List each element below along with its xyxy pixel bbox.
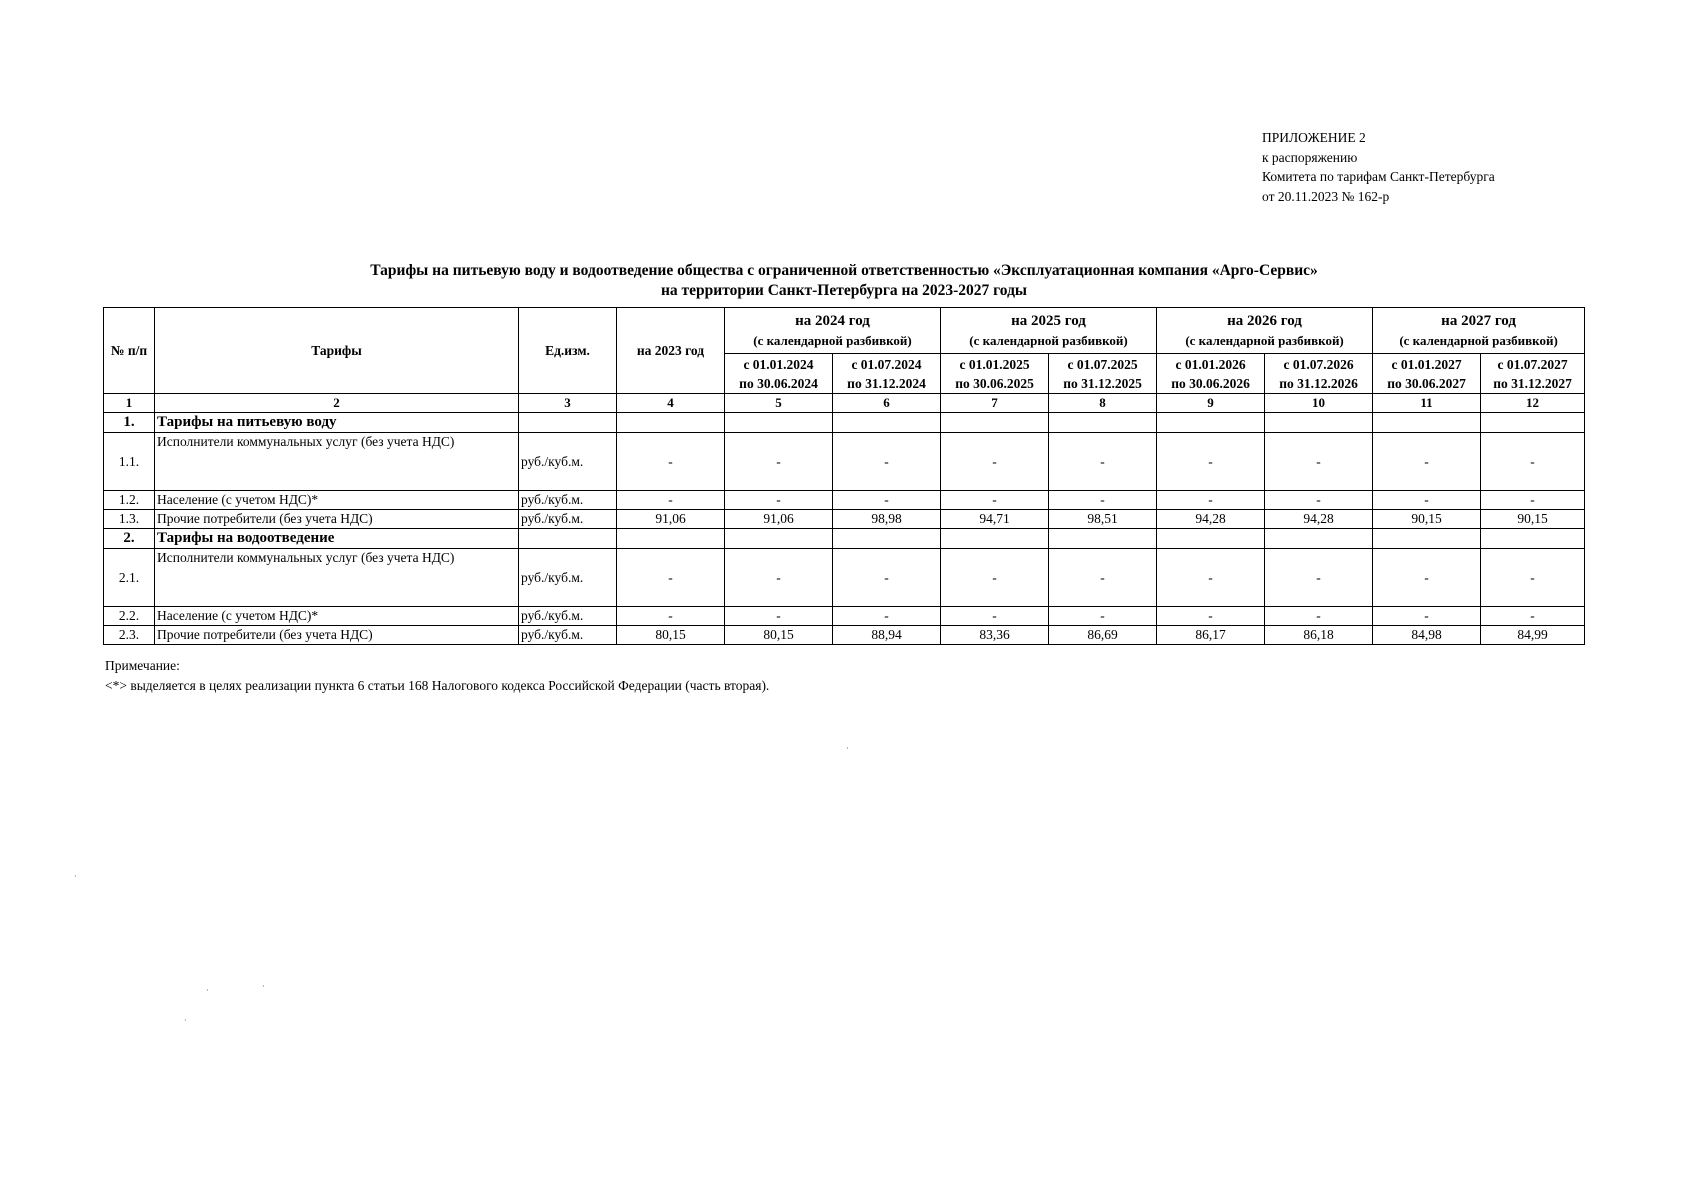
row-unit: руб./куб.м.: [519, 510, 617, 529]
empty-cell: [617, 529, 725, 549]
row-name: Прочие потребители (без учета НДС): [155, 626, 519, 645]
empty-cell: [941, 529, 1049, 549]
header-num: № п/п: [104, 308, 155, 394]
section-num: 2.: [104, 529, 155, 549]
row-unit: руб./куб.м.: [519, 626, 617, 645]
empty-cell: [1265, 413, 1373, 433]
value-cell: 98,51: [1049, 510, 1157, 529]
value-cell: 94,28: [1265, 510, 1373, 529]
period-1: [725, 354, 833, 394]
footnote: [105, 656, 1505, 696]
col-number: 5: [725, 394, 833, 413]
title-line-2: на территории Санкт-Петербурга на 2023-2027 годы: [660, 282, 1028, 299]
value-cell: -: [1481, 607, 1585, 626]
breakdown-label: (с календарной разбивкой): [1399, 332, 1558, 348]
value-cell: -: [1265, 607, 1373, 626]
breakdown-label: (с календарной разбивкой): [753, 332, 912, 348]
value-cell: 86,69: [1049, 626, 1157, 645]
empty-cell: [1373, 529, 1481, 549]
row-num: 2.3.: [104, 626, 155, 645]
empty-cell: [725, 413, 833, 433]
value-cell: 91,06: [617, 510, 725, 529]
header-unit: Ед.изм.: [519, 308, 617, 394]
year-label: на 2025 год: [1011, 312, 1086, 329]
document-title: [104, 261, 1584, 301]
col-number: 4: [617, 394, 725, 413]
empty-cell: [1265, 529, 1373, 549]
value-cell: -: [1481, 491, 1585, 510]
empty-cell: [941, 413, 1049, 433]
value-cell: 98,98: [833, 510, 941, 529]
table-row: [104, 607, 1585, 626]
empty-cell: [519, 529, 617, 549]
value-cell: -: [725, 607, 833, 626]
period-4: [1049, 354, 1157, 394]
row-name: Население (с учетом НДС)*: [155, 607, 519, 626]
period-8: [1481, 354, 1585, 394]
tariffs-table: [103, 307, 1585, 645]
appendix-line-2: к распоряжению: [1262, 149, 1358, 165]
row-num: 2.2.: [104, 607, 155, 626]
empty-cell: [833, 529, 941, 549]
section-num: 1.: [104, 413, 155, 433]
scan-speck: ·: [74, 872, 77, 881]
period-to: по 31.12.2027: [1493, 375, 1572, 391]
period-to: по 30.06.2024: [739, 375, 818, 391]
row-num: 1.1.: [104, 433, 155, 491]
empty-cell: [1157, 413, 1265, 433]
row-num: 1.3.: [104, 510, 155, 529]
empty-cell: [1049, 413, 1157, 433]
value-cell: 84,99: [1481, 626, 1585, 645]
header-year-2026: [1157, 308, 1373, 354]
row-num: 1.2.: [104, 491, 155, 510]
period-to: по 31.12.2024: [847, 375, 926, 391]
value-cell: -: [1157, 607, 1265, 626]
value-cell: 80,15: [725, 626, 833, 645]
period-2: [833, 354, 941, 394]
row-name: Прочие потребители (без учета НДС): [155, 510, 519, 529]
value-cell: -: [1265, 491, 1373, 510]
col-number: 7: [941, 394, 1049, 413]
footnote-label: Примечание:: [105, 658, 180, 673]
row-unit: руб./куб.м.: [519, 549, 617, 607]
value-cell: -: [1373, 433, 1481, 491]
scan-speck: ·: [846, 744, 849, 753]
period-to: по 30.06.2027: [1387, 375, 1466, 391]
col-number: 10: [1265, 394, 1373, 413]
header-2023: на 2023 год: [617, 308, 725, 394]
header-year-2027: [1373, 308, 1585, 354]
col-number: 2: [155, 394, 519, 413]
value-cell: -: [617, 433, 725, 491]
period-from: с 01.01.2024: [743, 356, 814, 372]
value-cell: -: [833, 491, 941, 510]
year-label: на 2024 год: [795, 312, 870, 329]
row-unit: руб./куб.м.: [519, 491, 617, 510]
header-year-2024: [725, 308, 941, 354]
col-number: 8: [1049, 394, 1157, 413]
value-cell: 88,94: [833, 626, 941, 645]
value-cell: 84,98: [1373, 626, 1481, 645]
header-row-years: [104, 308, 1585, 354]
value-cell: -: [617, 491, 725, 510]
value-cell: -: [833, 607, 941, 626]
empty-cell: [725, 529, 833, 549]
period-from: с 01.01.2027: [1391, 356, 1462, 372]
scan-speck: ·: [262, 982, 265, 991]
empty-cell: [1373, 413, 1481, 433]
period-to: по 30.06.2026: [1171, 375, 1250, 391]
empty-cell: [833, 413, 941, 433]
value-cell: 94,28: [1157, 510, 1265, 529]
period-from: с 01.07.2024: [851, 356, 922, 372]
value-cell: -: [1481, 433, 1585, 491]
footnote-text: <*> выделяется в целях реализации пункта 6 статьи 168 Налогового кодекса Российской Федерации (часть вторая).: [105, 678, 770, 693]
value-cell: -: [941, 433, 1049, 491]
value-cell: 94,71: [941, 510, 1049, 529]
breakdown-label: (с календарной разбивкой): [1185, 332, 1344, 348]
section-title: Тарифы на питьевую воду: [155, 413, 519, 433]
value-cell: -: [1265, 549, 1373, 607]
value-cell: -: [1157, 491, 1265, 510]
value-cell: -: [1157, 549, 1265, 607]
appendix-line-3: Комитета по тарифам Санкт-Петербурга: [1262, 169, 1495, 184]
appendix-block: [1262, 128, 1662, 206]
period-6: [1265, 354, 1373, 394]
period-to: по 30.06.2025: [955, 375, 1034, 391]
value-cell: 90,15: [1373, 510, 1481, 529]
column-numbers-row: [104, 394, 1585, 413]
value-cell: -: [617, 607, 725, 626]
value-cell: -: [1157, 433, 1265, 491]
value-cell: -: [1373, 491, 1481, 510]
period-from: с 01.07.2025: [1067, 356, 1138, 372]
value-cell: -: [941, 549, 1049, 607]
col-number: 6: [833, 394, 941, 413]
empty-cell: [617, 413, 725, 433]
period-from: с 01.01.2025: [959, 356, 1030, 372]
appendix-line-1: ПРИЛОЖЕНИЕ 2: [1262, 130, 1366, 145]
period-from: с 01.01.2026: [1175, 356, 1246, 372]
period-to: по 31.12.2026: [1279, 375, 1358, 391]
value-cell: -: [941, 607, 1049, 626]
period-from: с 01.07.2026: [1283, 356, 1354, 372]
empty-cell: [1481, 413, 1585, 433]
year-label: на 2027 год: [1441, 312, 1516, 329]
value-cell: 83,36: [941, 626, 1049, 645]
value-cell: -: [1265, 433, 1373, 491]
period-7: [1373, 354, 1481, 394]
section-title: Тарифы на водоотведение: [155, 529, 519, 549]
value-cell: -: [1049, 607, 1157, 626]
value-cell: -: [725, 433, 833, 491]
empty-cell: [1481, 529, 1585, 549]
empty-cell: [1157, 529, 1265, 549]
row-unit: руб./куб.м.: [519, 433, 617, 491]
value-cell: -: [725, 491, 833, 510]
scan-speck: ·: [184, 1016, 187, 1025]
value-cell: -: [833, 549, 941, 607]
section-row-wastewater: [104, 529, 1585, 549]
section-row-drinking-water: [104, 413, 1585, 433]
row-name: Исполнители коммунальных услуг (без учета НДС): [155, 433, 519, 491]
table-row: [104, 510, 1585, 529]
value-cell: 86,17: [1157, 626, 1265, 645]
value-cell: -: [1049, 491, 1157, 510]
value-cell: 86,18: [1265, 626, 1373, 645]
value-cell: -: [1049, 433, 1157, 491]
table-row: [104, 626, 1585, 645]
table-row: [104, 549, 1585, 607]
period-3: [941, 354, 1049, 394]
breakdown-label: (с календарной разбивкой): [969, 332, 1128, 348]
value-cell: 90,15: [1481, 510, 1585, 529]
value-cell: -: [1373, 549, 1481, 607]
period-5: [1157, 354, 1265, 394]
value-cell: -: [725, 549, 833, 607]
col-number: 12: [1481, 394, 1585, 413]
title-line-1: Тарифы на питьевую воду и водоотведение общества с ограниченной ответственностью «Эксплуатационная компания «Арго-Сервис»: [370, 262, 1318, 279]
header-year-2025: [941, 308, 1157, 354]
period-to: по 31.12.2025: [1063, 375, 1142, 391]
empty-cell: [519, 413, 617, 433]
value-cell: -: [1049, 549, 1157, 607]
value-cell: 80,15: [617, 626, 725, 645]
value-cell: -: [1481, 549, 1585, 607]
row-num: 2.1.: [104, 549, 155, 607]
value-cell: 91,06: [725, 510, 833, 529]
col-number: 3: [519, 394, 617, 413]
year-label: на 2026 год: [1227, 312, 1302, 329]
value-cell: -: [833, 433, 941, 491]
value-cell: -: [941, 491, 1049, 510]
period-from: с 01.07.2027: [1497, 356, 1568, 372]
table-row: [104, 491, 1585, 510]
empty-cell: [1049, 529, 1157, 549]
row-name: Население (с учетом НДС)*: [155, 491, 519, 510]
value-cell: -: [1373, 607, 1481, 626]
row-name: Исполнители коммунальных услуг (без учета НДС): [155, 549, 519, 607]
col-number: 1: [104, 394, 155, 413]
scan-speck: ·: [206, 986, 209, 995]
col-number: 9: [1157, 394, 1265, 413]
appendix-line-4: от 20.11.2023 № 162-р: [1262, 188, 1390, 204]
header-tariffs: Тарифы: [155, 308, 519, 394]
value-cell: -: [617, 549, 725, 607]
table-row: [104, 433, 1585, 491]
col-number: 11: [1373, 394, 1481, 413]
row-unit: руб./куб.м.: [519, 607, 617, 626]
